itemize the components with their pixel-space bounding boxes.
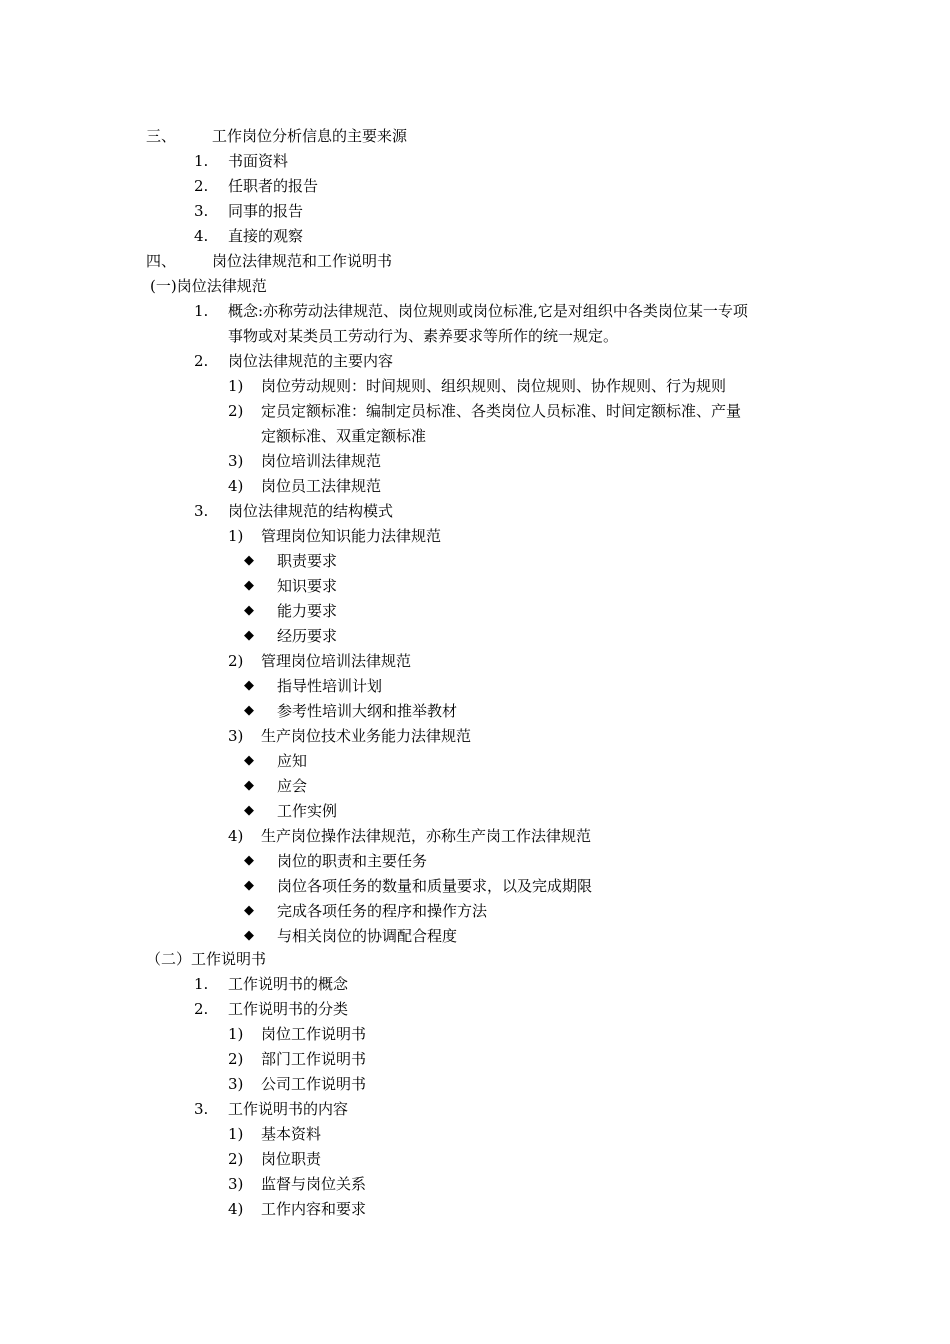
list-number: 4.: [194, 227, 209, 245]
bullet-item: 应知: [277, 752, 308, 770]
diamond-bullet-icon: ◆: [244, 678, 254, 693]
sublist-item: 生产岗位技术业务能力法律规范: [261, 727, 472, 745]
bullet-item: 岗位的职责和主要任务: [277, 852, 428, 870]
list-number: 3.: [194, 1100, 209, 1118]
list-item: 岗位法律规范的主要内容: [228, 352, 394, 370]
sublist-item: 公司工作说明书: [261, 1075, 367, 1093]
list-item: 工作说明书的分类: [228, 1000, 349, 1018]
list-item: 工作说明书的内容: [228, 1100, 349, 1118]
bullet-item: 工作实例: [277, 802, 338, 820]
section-title: 岗位法律规范和工作说明书: [212, 252, 393, 270]
sublist-item: 工作内容和要求: [261, 1200, 367, 1218]
diamond-bullet-icon: ◆: [244, 578, 254, 593]
bullet-item: 能力要求: [277, 602, 338, 620]
list-number: 1.: [194, 152, 209, 170]
sublist-number: 3): [228, 1075, 244, 1093]
sublist-item: 定员定额标准：编制定员标准、各类岗位人员标准、时间定额标准、产量: [261, 402, 742, 420]
bullet-item: 职责要求: [277, 552, 338, 570]
sublist-number: 2): [228, 1150, 244, 1168]
sublist-item: 岗位员工法律规范: [261, 477, 382, 495]
diamond-bullet-icon: ◆: [244, 703, 254, 718]
sublist-number: 1): [228, 377, 244, 395]
list-item: 同事的报告: [228, 202, 304, 220]
section-number: 四、: [146, 252, 177, 270]
bullet-item: 知识要求: [277, 577, 338, 595]
list-number: 2.: [194, 177, 209, 195]
sublist-number: 2): [228, 402, 244, 420]
sublist-item: 岗位劳动规则：时间规则、组织规则、岗位规则、协作规则、行为规则: [261, 377, 727, 395]
sublist-number: 4): [228, 477, 244, 495]
bullet-item: 岗位各项任务的数量和质量要求，以及完成期限: [277, 877, 593, 895]
diamond-bullet-icon: ◆: [244, 878, 254, 893]
sublist-item-continuation: 定额标准、双重定额标准: [261, 427, 427, 445]
diamond-bullet-icon: ◆: [244, 903, 254, 918]
diamond-bullet-icon: ◆: [244, 753, 254, 768]
list-item: 工作说明书的概念: [228, 975, 349, 993]
bullet-item: 经历要求: [277, 627, 338, 645]
list-item-continuation: 事物或对某类员工劳动行为、素养要求等所作的统一规定。: [228, 327, 619, 345]
sublist-number: 2): [228, 652, 244, 670]
list-item: 书面资料: [228, 152, 289, 170]
sublist-number: 4): [228, 1200, 244, 1218]
diamond-bullet-icon: ◆: [244, 803, 254, 818]
sublist-number: 3): [228, 1175, 244, 1193]
sublist-number: 4): [228, 827, 244, 845]
list-item: 任职者的报告: [228, 177, 319, 195]
sublist-item: 监督与岗位关系: [261, 1175, 367, 1193]
list-item: 岗位法律规范的结构模式: [228, 502, 394, 520]
list-number: 2.: [194, 352, 209, 370]
bullet-item: 应会: [277, 777, 308, 795]
sublist-number: 3): [228, 727, 244, 745]
section-number: 三、: [146, 127, 177, 145]
sublist-number: 1): [228, 1025, 244, 1043]
sublist-item: 管理岗位知识能力法律规范: [261, 527, 442, 545]
sublist-number: 3): [228, 452, 244, 470]
sublist-item: 部门工作说明书: [261, 1050, 367, 1068]
sublist-item: 管理岗位培训法律规范: [261, 652, 412, 670]
sublist-item: 基本资料: [261, 1125, 322, 1143]
bullet-item: 完成各项任务的程序和操作方法: [277, 902, 488, 920]
list-number: 1.: [194, 302, 209, 320]
list-number: 3.: [194, 202, 209, 220]
sublist-number: 1): [228, 527, 244, 545]
sublist-item: 生产岗位操作法律规范，亦称生产岗工作法律规范: [261, 827, 592, 845]
diamond-bullet-icon: ◆: [244, 778, 254, 793]
bullet-item: 指导性培训计划: [277, 677, 383, 695]
sublist-number: 1): [228, 1125, 244, 1143]
list-number: 3.: [194, 502, 209, 520]
diamond-bullet-icon: ◆: [244, 603, 254, 618]
bullet-item: 与相关岗位的协调配合程度: [277, 927, 458, 945]
diamond-bullet-icon: ◆: [244, 853, 254, 868]
sublist-number: 2): [228, 1050, 244, 1068]
bullet-item: 参考性培训大纲和推举教材: [277, 702, 458, 720]
list-number: 2.: [194, 1000, 209, 1018]
sublist-item: 岗位培训法律规范: [261, 452, 382, 470]
list-item: 概念:亦称劳动法律规范、岗位规则或岗位标准,它是对组织中各类岗位某一专项: [228, 302, 748, 320]
diamond-bullet-icon: ◆: [244, 553, 254, 568]
diamond-bullet-icon: ◆: [244, 628, 254, 643]
subsection-title: (一)岗位法律规范: [150, 277, 267, 295]
list-item: 直接的观察: [228, 227, 304, 245]
section-title: 工作岗位分析信息的主要来源: [212, 127, 408, 145]
list-number: 1.: [194, 975, 209, 993]
diamond-bullet-icon: ◆: [244, 928, 254, 943]
subsection-title: （二）工作说明书: [146, 950, 267, 968]
sublist-item: 岗位工作说明书: [261, 1025, 367, 1043]
sublist-item: 岗位职责: [261, 1150, 322, 1168]
